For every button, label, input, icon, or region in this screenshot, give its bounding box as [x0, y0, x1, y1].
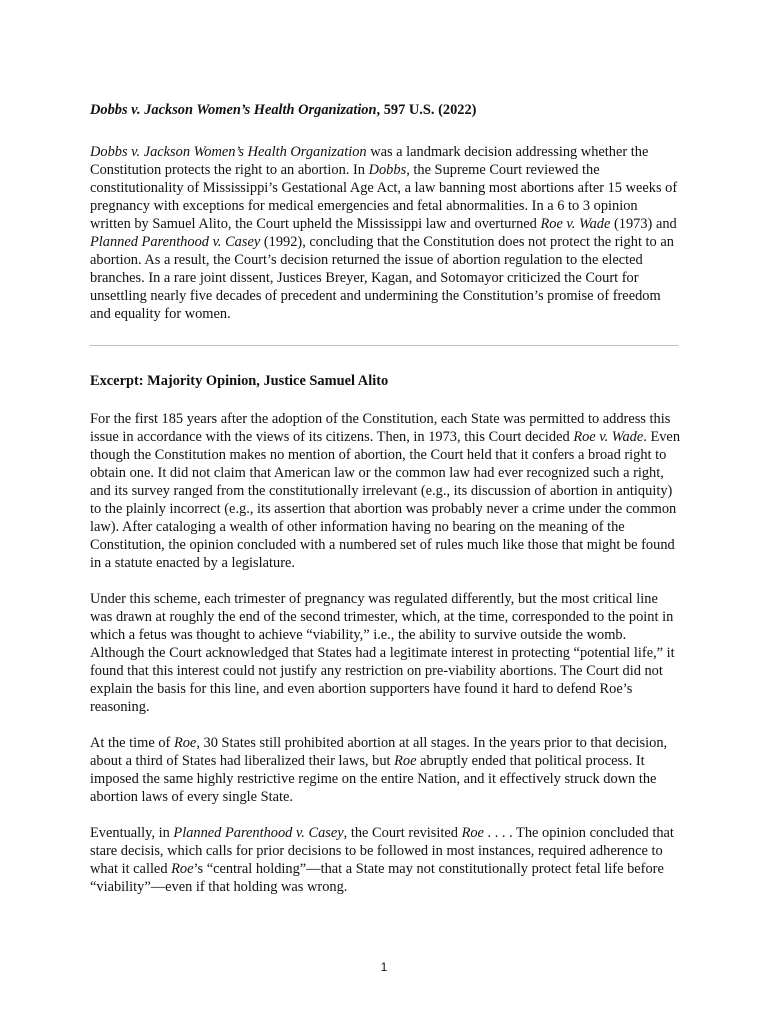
- excerpt-paragraph-2: [90, 590, 680, 716]
- paragraph-part: Planned Parenthood v. Casey: [173, 825, 344, 841]
- paragraph-part: Roe v. Wade: [573, 429, 644, 445]
- paragraph-part: For the first 185 years after the adoption of the Constitution, each State was permitted to address this issue in accordance with the views of its citizens. Then, in 1973, this Court decided: [90, 411, 671, 445]
- page-number: 1: [380, 960, 388, 974]
- summary-part: (1973) and: [610, 216, 677, 232]
- paragraph-part: Eventually, in: [90, 825, 174, 841]
- case-name: Dobbs v. Jackson Women’s Health Organization: [90, 102, 377, 118]
- paragraph-part: At the time of: [90, 735, 174, 751]
- case-citation: , 597 U.S. (2022): [376, 102, 477, 118]
- paragraph-part: . . . . The opinion concluded that stare decisis, which calls for prior decisions to be followed in most instances, required adherence to what it called: [90, 825, 674, 877]
- paragraph-part: ’s “central holding”—that a State may not constitutionally protect fetal life before “viability”—even if that holding was wrong.: [90, 861, 664, 895]
- excerpt-title: Excerpt: Majority Opinion, Justice Samuel Alito: [90, 373, 389, 389]
- paragraph-part: Roe: [461, 825, 484, 841]
- paragraph-part: Roe: [394, 753, 417, 769]
- case-summary: [90, 143, 680, 323]
- excerpt-paragraph-1: [90, 410, 680, 572]
- excerpt-paragraph-4: [90, 824, 680, 896]
- paragraph-part: , 30 States still prohibited abortion at all stages. In the years prior to that decision, about a third of States had liberalized their laws, but: [90, 735, 668, 769]
- summary-part: (1992), concluding that the Constitution does not protect the right to an abortion. As a result, the Court’s decision returned the issue of abortion regulation to the elected branches. In a rare joint dissent, Justices Breyer, Kagan, and Sotomayor criticized the Court for unsettling nearly five decades of precedent and undermining the Constitution’s promise of freedom and equality for women.: [90, 234, 674, 322]
- paragraph-part: . Even though the Constitution makes no mention of abortion, the Court held that it confers a broad right to obtain one. It did not claim that American law or the common law had ever recognized such a right, and its survey ranged from the constitutionally irrelevant (e.g., its discussion of abortion in antiquity) to the plainly incorrect (e.g., its assertion that abortion was probably never a crime under the common law). After cataloging a wealth of other information having no bearing on the meaning of the Constitution, the opinion concluded with a numbered set of rules much like those that might be found in a statute enacted by a legislature.: [90, 429, 681, 571]
- summary-part: Dobbs: [368, 162, 407, 178]
- document-page: [90, 101, 680, 914]
- section-divider: [90, 345, 678, 346]
- case-heading: [90, 101, 680, 119]
- summary-part: was a landmark decision addressing whether the Constitution protects the right to an abortion. In: [90, 144, 649, 178]
- paragraph-part: , the Court revisited: [343, 825, 462, 841]
- paragraph-part: abruptly ended that political process. It imposed the same highly restrictive regime on the entire Nation, and it effectively struck down the abortion laws of every single State.: [90, 753, 657, 805]
- summary-part: , the Supreme Court reviewed the constitutionality of Mississippi’s Gestational Age Act, a law banning most abortions after 15 weeks of pregnancy with exceptions for medical emergencies and fetal abnormalities. In a 6 to 3 opinion written by Samuel Alito, the Court upheld the Mississippi law and overturned: [90, 162, 678, 232]
- summary-part: Roe v. Wade: [540, 216, 611, 232]
- paragraph-part: Roe: [173, 735, 197, 751]
- excerpt-paragraph-3: [90, 734, 680, 806]
- summary-part: Planned Parenthood v. Casey: [90, 234, 261, 250]
- paragraph-part: Under this scheme, each trimester of pregnancy was regulated differently, but the most critical line was drawn at roughly the end of the second trimester, which, at the time, corresponded to the point in which a fetus was thought to achieve “viability,” i.e., the ability to survive outside the womb. Although the Court acknowledged that States had a legitimate interest in protecting “potential life,” it found that this interest could not justify any restriction on pre-viability abortions. The Court did not explain the basis for this line, and even abortion supporters have found it hard to defend Roe’s reasoning.: [90, 591, 675, 715]
- paragraph-part: Roe: [171, 861, 194, 877]
- summary-part: Dobbs v. Jackson Women’s Health Organization: [90, 144, 367, 160]
